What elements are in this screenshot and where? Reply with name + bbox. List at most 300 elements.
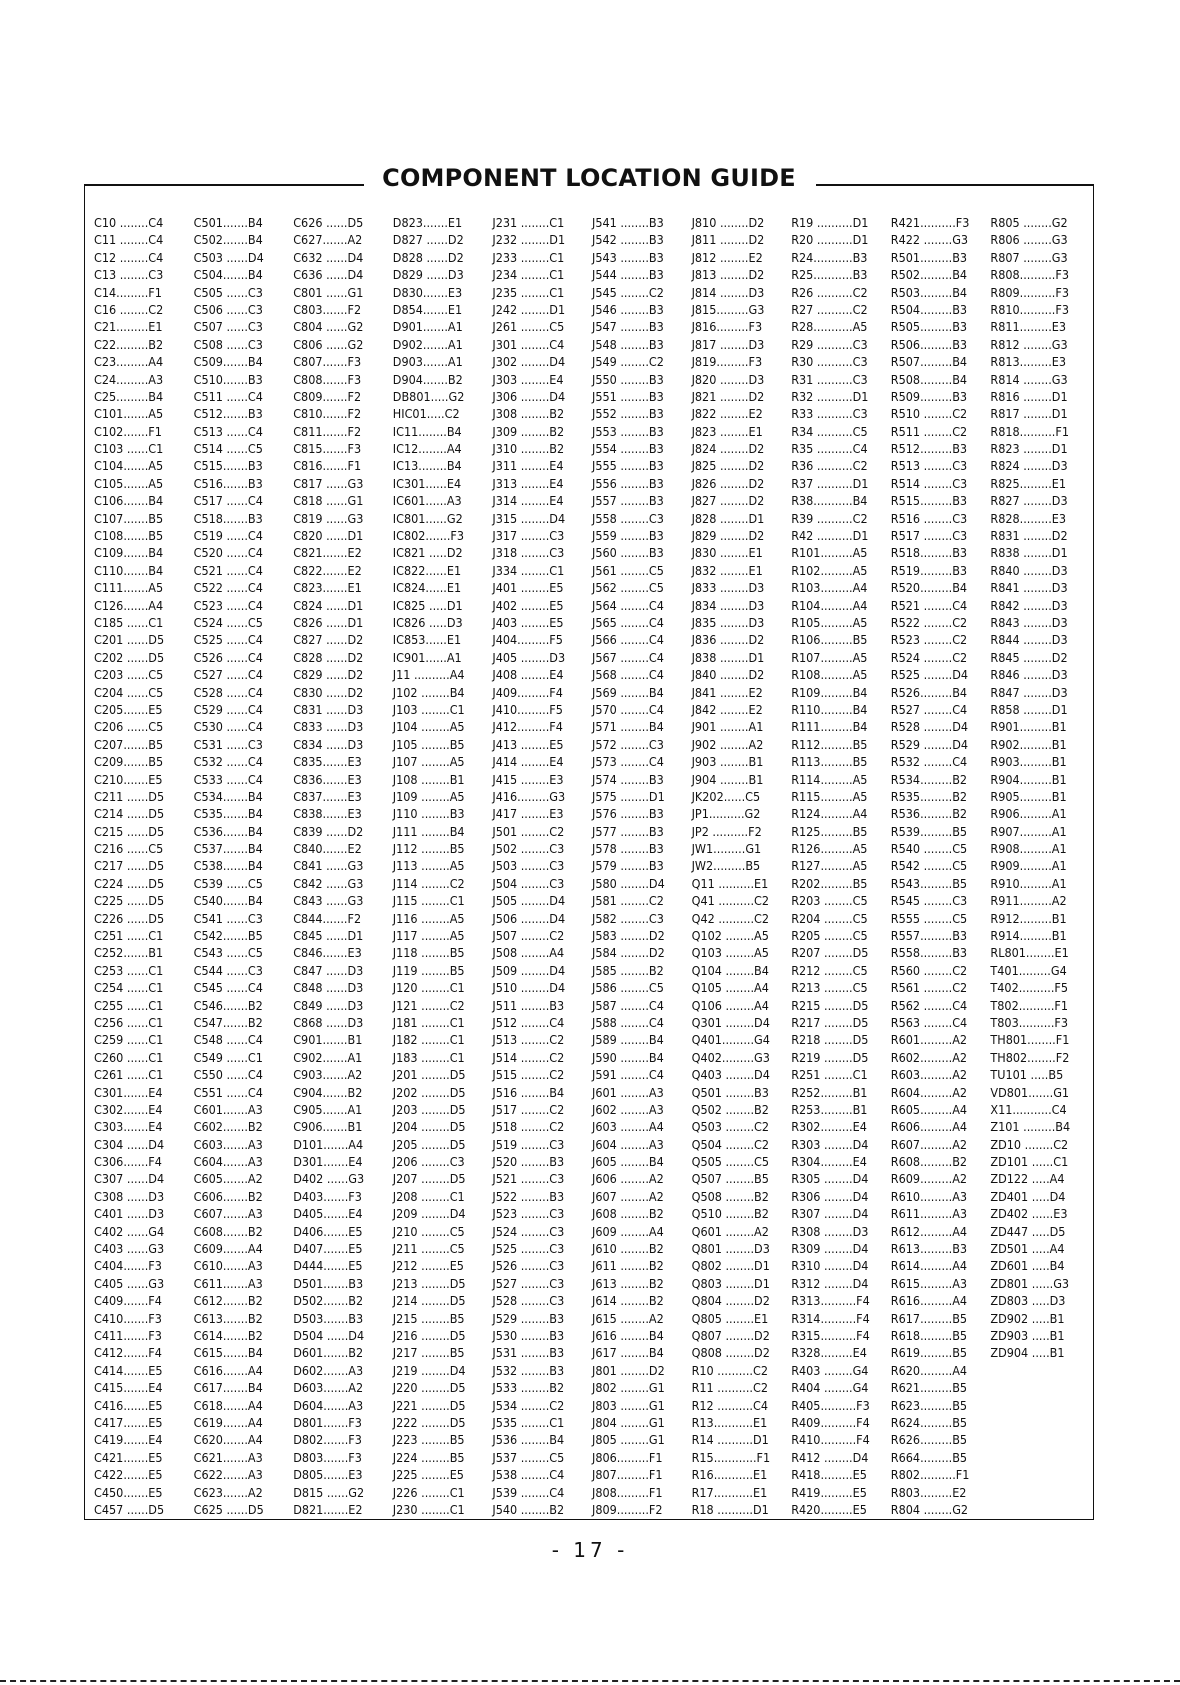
component-entry: J410.........F5	[492, 701, 563, 717]
component-entry: J540 ........B2	[492, 1501, 565, 1517]
component-entry: R31 ..........C3	[791, 371, 868, 387]
component-entry: J11 ..........A4	[392, 667, 465, 683]
component-column-3	[293, 214, 389, 1518]
component-entry: R25...........B3	[791, 267, 868, 283]
component-entry: C307 ......D4	[94, 1171, 165, 1187]
component-entry: J560 ........B3	[592, 545, 664, 561]
component-entry: J518 ........C2	[492, 1119, 565, 1135]
component-entry: D801.......F3	[293, 1414, 362, 1430]
component-entry: J589 ........B4	[592, 1032, 664, 1048]
component-entry: J313 ........E4	[492, 475, 564, 491]
component-entry: R33 ..........C3	[791, 406, 868, 422]
component-entry: C809.......F2	[293, 388, 362, 404]
component-entry: C504.......B4	[193, 267, 263, 283]
component-entry: C838.......E3	[293, 806, 362, 822]
component-entry: R32 ..........D1	[791, 388, 869, 404]
component-entry: IC12........A4	[392, 441, 462, 457]
component-entry: J804 ........G1	[592, 1414, 665, 1430]
component-entry: J606 ........A2	[592, 1171, 664, 1187]
component-entry: ZD101 ......C1	[990, 1154, 1069, 1170]
component-entry: R557.........B3	[890, 928, 968, 944]
component-entry: J515 ........C2	[492, 1067, 565, 1083]
component-entry: R215 ........D5	[791, 997, 869, 1013]
component-entry: J601 ........A3	[592, 1084, 664, 1100]
component-entry: R906.........A1	[990, 806, 1067, 822]
component-entry: R604.........A2	[890, 1084, 968, 1100]
component-entry: C616.......A4	[193, 1362, 263, 1378]
component-entry: J522 ........B3	[492, 1188, 565, 1204]
component-entry: J557 ........B3	[592, 493, 664, 509]
component-entry: R605.........A4	[890, 1101, 968, 1117]
component-entry: R907.........A1	[990, 823, 1067, 839]
component-entry: D854.......E1	[392, 301, 463, 317]
component-entry: D829 ......D3	[392, 267, 464, 283]
component-entry: C541 ......C3	[193, 910, 263, 926]
component-entry: J830 ........E1	[691, 545, 763, 561]
component-entry: R419.........E5	[791, 1484, 867, 1500]
component-entry: J903 ........B1	[691, 754, 764, 770]
component-entry: C203 ......C5	[94, 667, 164, 683]
component-entry: C511 ......C4	[193, 388, 263, 404]
component-entry: R806 ........G3	[990, 232, 1068, 248]
component-entry: R106.........B5	[791, 632, 868, 648]
component-entry: R912.........B1	[990, 910, 1067, 926]
component-entry: R35 ..........C4	[791, 441, 868, 457]
component-entry: R115.........A5	[791, 788, 868, 804]
component-entry: C506 ......C3	[193, 301, 263, 317]
component-entry: IC13........B4	[392, 458, 462, 474]
component-entry: J182 ........C1	[392, 1032, 465, 1048]
component-entry: C551 ......C4	[193, 1084, 263, 1100]
component-entry: J223 ........B5	[392, 1432, 465, 1448]
component-entry: J232 ........D1	[492, 232, 566, 248]
component-entry: D503.......B3	[293, 1310, 364, 1326]
component-entry: C515.......B3	[193, 458, 263, 474]
component-entry: R618.........B5	[890, 1328, 968, 1343]
component-entry: J506 ........D4	[492, 910, 566, 926]
component-entry: C105.......A5	[94, 475, 164, 491]
component-entry: C522 ......C4	[193, 580, 263, 596]
component-entry: R529 ........D4	[890, 736, 969, 752]
component-entry: C24.........A3	[94, 371, 164, 387]
component-entry: J534 ........C2	[492, 1397, 565, 1413]
component-entry: J580 ........D4	[592, 875, 665, 891]
component-entry: C621.......A3	[193, 1449, 263, 1465]
component-entry: ZD447 .....D5	[990, 1223, 1066, 1239]
component-entry: R104.........A4	[791, 597, 868, 613]
component-entry: R213 ........C5	[791, 980, 868, 996]
component-entry: J814 ........D3	[691, 284, 765, 300]
component-entry: C519 ......C4	[193, 528, 263, 544]
component-entry: Q505 ........C5	[691, 1154, 770, 1170]
component-entry: C847 ......D3	[293, 962, 364, 978]
component-entry: Q801 ........D3	[691, 1241, 770, 1257]
component-entry: J564 ........C4	[592, 597, 664, 613]
component-entry: C528 ......C4	[193, 684, 263, 700]
component-entry: R808..........F3	[990, 267, 1069, 283]
component-entry: J610 ........B2	[592, 1241, 664, 1257]
component-entry: J309 ........B2	[492, 423, 565, 439]
component-entry: Q402.........G3	[691, 1049, 770, 1065]
component-entry: J334 ........C1	[492, 562, 565, 578]
component-entry: D405.......E4	[293, 1206, 363, 1222]
component-entry: J416.........G3	[492, 788, 566, 804]
component-entry: J568 ........C4	[592, 667, 664, 683]
component-entry: C501.......B4	[193, 215, 263, 230]
component-entry: C840.......E2	[293, 841, 362, 857]
component-entry: R560 ........C2	[890, 962, 968, 978]
component-entry: J415 ........E3	[492, 771, 564, 787]
component-entry: J510 ........D4	[492, 980, 566, 996]
component-entry: D101.......A4	[293, 1136, 364, 1152]
component-entry: J605 ........B4	[592, 1154, 664, 1170]
component-entry: R501.........B3	[890, 249, 968, 265]
component-entry: R12 ..........C4	[691, 1397, 768, 1413]
component-entry: R914.........B1	[990, 928, 1067, 944]
component-entry: IC11........B4	[392, 423, 462, 439]
component-entry: JP1..........G2	[691, 806, 761, 822]
component-entry: C824 ......D1	[293, 597, 364, 613]
component-entry: J120 ........C1	[392, 980, 465, 996]
component-entry: D406.......E5	[293, 1223, 363, 1239]
component-entry: C103 ......C1	[94, 441, 164, 457]
component-entry: R27 ..........C2	[791, 301, 868, 317]
component-entry: Q805 ........E1	[691, 1310, 769, 1326]
component-entry: R110.........B4	[791, 701, 868, 717]
component-entry: C845 ......D1	[293, 928, 364, 944]
component-entry: R624.........B5	[890, 1414, 968, 1430]
component-entry: J591 ........C4	[592, 1067, 664, 1083]
component-entry: C614.......B2	[193, 1328, 263, 1343]
component-entry: J235 ........C1	[492, 284, 565, 300]
component-entry: J204 ........D5	[392, 1119, 466, 1135]
component-entry: R601.........A2	[890, 1032, 968, 1048]
component-entry: J547 ........B3	[592, 319, 664, 335]
component-entry: R534.........B2	[890, 771, 968, 787]
component-entry: C209.......B5	[94, 754, 164, 770]
component-entry: R510 ........C2	[890, 406, 968, 422]
component-entry: IC826 .....D3	[392, 614, 463, 630]
component-entry: C421.......E5	[94, 1449, 163, 1465]
component-entry: C457 ......D5	[94, 1501, 165, 1517]
component-entry: R810..........F3	[990, 301, 1069, 317]
component-entry: R610.........A3	[890, 1188, 968, 1204]
component-entry: R412 ........D4	[791, 1449, 869, 1465]
component-entry: R831 ........D2	[990, 528, 1068, 544]
component-entry: R824 ........D3	[990, 458, 1068, 474]
component-entry: Q504 ........C2	[691, 1136, 770, 1152]
component-entry: C605.......A2	[193, 1171, 263, 1187]
component-entry: R616.........A4	[890, 1293, 968, 1309]
component-entry: R34 ..........C5	[791, 423, 868, 439]
component-entry: C603.......A3	[193, 1136, 263, 1152]
component-entry: VD801.......G1	[990, 1084, 1070, 1100]
component-entry: C868 ......D3	[293, 1014, 364, 1030]
component-entry: C601.......A3	[193, 1101, 263, 1117]
component-entry: R518.........B3	[890, 545, 968, 561]
component-entry: C625 ......D5	[193, 1501, 264, 1517]
component-entry: J559 ........B3	[592, 528, 664, 544]
component-entry: C817 ......G3	[293, 475, 364, 491]
component-entry: C548 ......C4	[193, 1032, 263, 1048]
component-entry: R901.........B1	[990, 719, 1067, 735]
component-entry: R539.........B5	[890, 823, 968, 839]
component-entry: R842 ........D3	[990, 597, 1068, 613]
component-entry: R305 ........D4	[791, 1171, 869, 1187]
component-entry: C818 ......G1	[293, 493, 364, 509]
component-entry: C415.......E4	[94, 1380, 163, 1396]
component-entry: C211 ......D5	[94, 788, 165, 804]
component-entry: C815.......F3	[293, 441, 362, 457]
component-entry: R846 ........D3	[990, 667, 1068, 683]
component-entry: C530 ......C4	[193, 719, 263, 735]
component-entry: J827 ........D2	[691, 493, 765, 509]
component-entry: J516 ........B4	[492, 1084, 565, 1100]
component-entry: J108 ........B1	[392, 771, 465, 787]
component-entry: C401 ......D3	[94, 1206, 165, 1222]
component-entry: J529 ........B3	[492, 1310, 565, 1326]
component-entry: R29 ..........C3	[791, 336, 868, 352]
component-entry: ZD10 ........C2	[990, 1136, 1069, 1152]
component-entry: R617.........B5	[890, 1310, 968, 1326]
component-entry: D504 ......D4	[293, 1328, 365, 1343]
component-entry: J615 ........A2	[592, 1310, 664, 1326]
component-entry: J318 ........C3	[492, 545, 565, 561]
component-entry: J183 ........C1	[392, 1049, 465, 1065]
component-entry: C224 ......D5	[94, 875, 165, 891]
component-column-2	[194, 214, 290, 1518]
component-entry: R562 ........C4	[890, 997, 968, 1013]
component-entry: Q106 ........A4	[691, 997, 769, 1013]
component-entry: R816 ........D1	[990, 388, 1068, 404]
component-entry: ZD902 .....B1	[990, 1310, 1065, 1326]
component-entry: C626 ......D5	[293, 215, 364, 230]
component-entry: J225 ........E5	[392, 1467, 464, 1483]
component-entry: R558.........B3	[890, 945, 968, 961]
component-entry: C450.......E5	[94, 1484, 163, 1500]
component-entry: C261 ......C1	[94, 1067, 164, 1083]
component-entry: R509.........B3	[890, 388, 968, 404]
component-entry: R30 ..........C3	[791, 354, 868, 370]
component-entry: R126.........A5	[791, 841, 868, 857]
component-entry: J904 ........B1	[691, 771, 764, 787]
component-entry: C833 ......D3	[293, 719, 364, 735]
component-entry: C807.......F3	[293, 354, 362, 370]
component-entry: R904.........B1	[990, 771, 1067, 787]
component-entry: IC825 .....D1	[392, 597, 463, 613]
component-entry: J221 ........D5	[392, 1397, 466, 1413]
component-entry: R817 ........D1	[990, 406, 1068, 422]
component-entry: J409.........F4	[492, 684, 563, 700]
component-entry: TU101 .....B5	[990, 1067, 1064, 1083]
component-column-4	[393, 214, 489, 1518]
component-entry: J834 ........D3	[691, 597, 765, 613]
component-entry: D823.......E1	[392, 215, 463, 230]
component-entry: J809.........F2	[592, 1501, 663, 1517]
component-column-8	[791, 214, 887, 1518]
component-entry: TH802........F2	[990, 1049, 1070, 1065]
component-entry: C540.......B4	[193, 893, 263, 909]
component-entry: R805 ........G2	[990, 215, 1068, 230]
component-entry: R543.........B5	[890, 875, 968, 891]
component-entry: R517 ........C3	[890, 528, 968, 544]
component-entry: C503 ......D4	[193, 249, 264, 265]
component-entry: C636 ......D4	[293, 267, 364, 283]
component-entry: R28...........A5	[791, 319, 868, 335]
component-entry: R101.........A5	[791, 545, 868, 561]
component-entry: IC601......A3	[392, 493, 462, 509]
component-entry: J205 ........D5	[392, 1136, 466, 1152]
component-entry: R11 ..........C2	[691, 1380, 768, 1396]
component-entry: J536 ........B4	[492, 1432, 565, 1448]
component-entry: C803.......F2	[293, 301, 362, 317]
component-entry: J110 ........B3	[392, 806, 465, 822]
component-entry: R251 ........C1	[791, 1067, 868, 1083]
component-entry: C226 ......D5	[94, 910, 165, 926]
component-entry: C841 ......G3	[293, 858, 364, 874]
component-entry: R845 ........D2	[990, 649, 1068, 665]
component-entry: J902 ........A2	[691, 736, 764, 752]
component-entry: R37 ..........D1	[791, 475, 869, 491]
component-entry: C829 ......D2	[293, 667, 364, 683]
component-entry: J230 ........C1	[392, 1501, 465, 1517]
component-entry: J820 ........D3	[691, 371, 765, 387]
component-column-5	[492, 214, 588, 1518]
component-entry: C414.......E5	[94, 1362, 163, 1378]
component-entry: J113 ........A5	[392, 858, 465, 874]
component-entry: C801 ......G1	[293, 284, 364, 300]
component-entry: J210 ........C5	[392, 1223, 465, 1239]
component-entry: C108.......B5	[94, 528, 164, 544]
component-entry: J114 ........C2	[392, 875, 465, 891]
component-entry: J555 ........B3	[592, 458, 664, 474]
component-entry: R313..........F4	[791, 1293, 870, 1309]
component-column-9	[891, 214, 987, 1518]
component-entry: R812 ........G3	[990, 336, 1068, 352]
component-entry: C518.......B3	[193, 510, 263, 526]
component-entry: J220 ........D5	[392, 1380, 466, 1396]
component-entry: R511 ........C2	[890, 423, 968, 439]
component-entry: C13 ........C3	[94, 267, 164, 283]
component-entry: J556 ........B3	[592, 475, 664, 491]
component-entry: J521 ........C3	[492, 1171, 565, 1187]
component-entry: J118 ........B5	[392, 945, 465, 961]
component-entry: R516 ........C3	[890, 510, 968, 526]
component-entry: J310 ........B2	[492, 441, 565, 457]
component-entry: R520.........B4	[890, 580, 968, 596]
component-entry: C610.......A3	[193, 1258, 263, 1274]
component-entry: R504.........B3	[890, 301, 968, 317]
component-entry: X11...........C4	[990, 1101, 1067, 1117]
component-entry: D830.......E3	[392, 284, 463, 300]
component-entry: R802..........F1	[890, 1467, 970, 1483]
component-entry: C104.......A5	[94, 458, 164, 474]
component-entry: R528 ........D4	[890, 719, 969, 735]
component-entry: J116 ........A5	[392, 910, 465, 926]
component-entry: IC822......E1	[392, 562, 462, 578]
component-entry: D815 ......G2	[293, 1484, 365, 1500]
component-entry: J553 ........B3	[592, 423, 664, 439]
component-entry: J542 ........B3	[592, 232, 664, 248]
component-entry: ZD601 .....B4	[990, 1258, 1065, 1274]
component-entry: J829 ........D2	[691, 528, 765, 544]
component-entry: C533 ......C4	[193, 771, 263, 787]
component-entry: J530 ........B3	[492, 1328, 565, 1343]
component-entry: J807.........F1	[592, 1467, 663, 1483]
component-entry: C606.......B2	[193, 1188, 263, 1204]
component-entry: J578 ........B3	[592, 841, 664, 857]
component-entry: C256 ......C1	[94, 1014, 164, 1030]
component-entry: R421..........F3	[890, 215, 970, 230]
component-entry: D501.......B3	[293, 1275, 364, 1291]
component-entry: R623.........B5	[890, 1397, 968, 1413]
component-entry: C405 ......G3	[94, 1275, 165, 1291]
component-entry: D502.......B2	[293, 1293, 364, 1309]
component-grid	[94, 214, 1094, 1517]
component-entry: D827 ......D2	[392, 232, 464, 248]
component-entry: J803 ........G1	[592, 1397, 665, 1413]
component-entry: J543 ........B3	[592, 249, 664, 265]
component-entry: C827 ......D2	[293, 632, 364, 648]
component-entry: R127.........A5	[791, 858, 868, 874]
component-entry: J539 ........C4	[492, 1484, 565, 1500]
component-entry: J828 ........D1	[691, 510, 765, 526]
component-entry: ZD903 .....B1	[990, 1328, 1065, 1343]
component-entry: J552 ........B3	[592, 406, 664, 422]
component-entry: C107.......B5	[94, 510, 164, 526]
component-entry: R105.........A5	[791, 614, 868, 630]
component-entry: T401.........G4	[990, 962, 1067, 978]
component-entry: R506.........B3	[890, 336, 968, 352]
component-entry: R818..........F1	[990, 423, 1069, 439]
component-entry: J519 ........C3	[492, 1136, 565, 1152]
component-entry: J617 ........B4	[592, 1345, 664, 1361]
component-entry: ZD402 ......E3	[990, 1206, 1068, 1222]
component-entry: Q507 ........B5	[691, 1171, 769, 1187]
component-entry: J208 ........C1	[392, 1188, 465, 1204]
component-entry: J609 ........A4	[592, 1223, 664, 1239]
component-entry: R514 ........C3	[890, 475, 968, 491]
component-entry: J614 ........B2	[592, 1293, 664, 1309]
component-entry: J520 ........B3	[492, 1154, 565, 1170]
component-entry: ZD904 .....B1	[990, 1345, 1065, 1361]
component-entry: R902.........B1	[990, 736, 1067, 752]
component-entry: Q807 ........D2	[691, 1328, 770, 1343]
component-entry: R503.........B4	[890, 284, 968, 300]
component-entry: Z101 .........B4	[990, 1119, 1071, 1135]
component-entry: R505.........B3	[890, 319, 968, 335]
component-entry: R202.........B5	[791, 875, 868, 891]
component-entry: Q804 ........D2	[691, 1293, 770, 1309]
component-entry: J209 ........D4	[392, 1206, 466, 1222]
component-entry: R603.........A2	[890, 1067, 968, 1083]
component-entry: R843 ........D3	[990, 614, 1068, 630]
component-entry: C819 ......G3	[293, 510, 364, 526]
component-entry: J404.........F5	[492, 632, 563, 648]
component-entry: J107 ........A5	[392, 754, 465, 770]
component-entry: C510.......B3	[193, 371, 263, 387]
component-entry: R612.........A4	[890, 1223, 968, 1239]
component-entry: C260 ......C1	[94, 1049, 164, 1065]
component-entry: R614.........A4	[890, 1258, 968, 1274]
component-entry: C505 ......C3	[193, 284, 263, 300]
component-entry: J607 ........A2	[592, 1188, 664, 1204]
component-entry: Q808 ........D2	[691, 1345, 770, 1361]
component-entry: C822.......E2	[293, 562, 362, 578]
component-entry: J315 ........D4	[492, 510, 566, 526]
component-entry: R524 ........C2	[890, 649, 968, 665]
component-entry: C521 ......C4	[193, 562, 263, 578]
